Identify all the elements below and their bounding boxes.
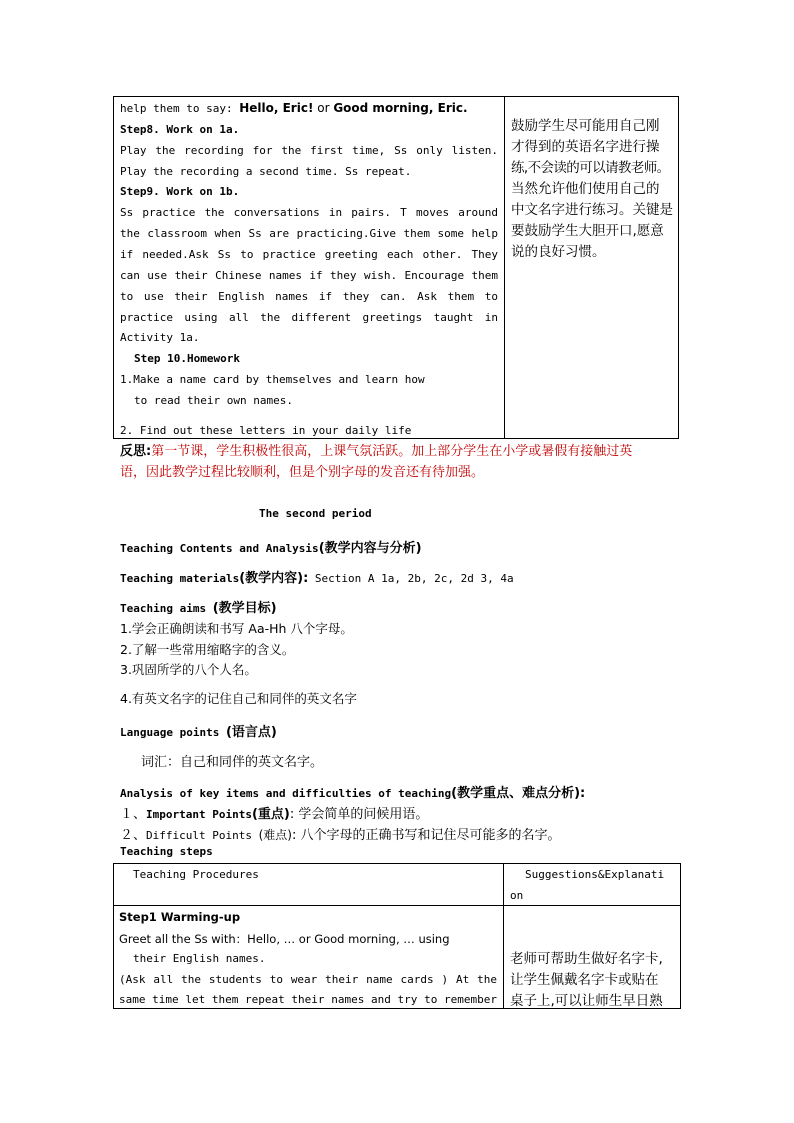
- heading-cn: (重点): [251, 807, 290, 822]
- header-suggestions: Suggestions&Explanati: [525, 868, 665, 881]
- aim-item: 2.了解一些常用缩略字的含义。: [120, 642, 295, 657]
- explanation-line: 才得到的英语名字进行操: [511, 139, 660, 155]
- period-title: The second period: [259, 507, 372, 520]
- steps-heading: Teaching steps: [120, 845, 213, 858]
- heading-en: Analysis of key items and difficulties of teaching: [120, 787, 452, 800]
- reflection-line-1: [120, 444, 680, 460]
- list-number: １、: [120, 807, 147, 822]
- table-line: 2. Find out these letters in your daily life: [120, 424, 412, 437]
- row-divider: [113, 905, 681, 906]
- explanation-line: 当然允许他们使用自己的: [511, 181, 660, 197]
- explanation-line: 说的良好习惯。: [511, 244, 606, 260]
- column-divider: [503, 863, 504, 1009]
- heading-en: Important Points: [146, 808, 252, 821]
- aim-item: 1.学会正确朗读和书写 Aa-Hh 八个字母。: [120, 621, 353, 636]
- step8-heading: Step8. Work on 1a.: [120, 123, 240, 136]
- text: help them to say:: [120, 102, 240, 115]
- important-text: : 学会简单的问候用语。: [289, 807, 429, 822]
- step1-heading: Step1 Warming-up: [119, 910, 241, 924]
- difficult-text: : 八个字母的正确书写和记住尽可能多的名字。: [291, 828, 561, 843]
- aim-item: 4.有英文名字的记住自己和同伴的英文名字: [120, 691, 357, 706]
- reflection-label: 反思:: [120, 444, 152, 459]
- heading-en: Teaching aims: [120, 602, 213, 615]
- explanation-line: 练,不会读的可以请教老师。: [511, 160, 670, 176]
- aim-item: 3.巩固所学的八个人名。: [120, 662, 257, 677]
- explanation-line: 老师可帮助生做好名字卡,: [510, 951, 663, 967]
- column-divider: [504, 97, 505, 438]
- explanation-column: [511, 116, 679, 263]
- difficult-points-line: [120, 824, 561, 843]
- heading-cn: (难点): [258, 828, 292, 842]
- contents-heading: [120, 537, 422, 556]
- language-points-heading: [120, 721, 277, 740]
- explanation-line: 让学生佩戴名字卡或贴在: [510, 972, 659, 988]
- heading-cn: (教学内容与分析): [318, 541, 422, 556]
- list-number: ２、: [120, 828, 147, 843]
- table-line: the classroom when Ss are practicing.Give them some help: [120, 227, 498, 240]
- table-line: 1.Make a name card by themselves and learn how: [120, 373, 425, 386]
- explanation-line: 中文名字进行练习。关键是: [511, 202, 673, 218]
- heading-en: Teaching Contents and Analysis: [120, 542, 319, 555]
- bold-text: Good morning, Eric.: [333, 101, 468, 115]
- header-procedures: Teaching Procedures: [133, 868, 259, 881]
- table-line: Play the recording a second time. Ss repeat.: [120, 165, 412, 178]
- table-line: can use their Chinese names if they wish. Encourage them: [120, 269, 498, 282]
- important-points-line: [120, 803, 428, 822]
- step10-heading: Step 10.Homework: [134, 352, 240, 365]
- table-line: Greet all the Ss with：Hello, … or Good morning, … using: [119, 932, 450, 946]
- table-line: [120, 102, 468, 115]
- table-line: same time let them repeat their names and try to remember: [119, 993, 497, 1006]
- reflection-text: 第一节课，学生积极性很高，上课气氛活跃。加上部分学生在小学或暑假有接触过英: [151, 444, 633, 459]
- heading-cn: (语言点): [225, 725, 277, 740]
- materials-value: Section A 1a, 2b, 2c, 2d 3, 4a: [308, 572, 514, 585]
- text: or: [313, 101, 334, 115]
- heading-cn: (教学目标): [212, 601, 277, 616]
- aims-heading: [120, 597, 277, 616]
- explanation-line: 要鼓励学生大胆开口,愿意: [511, 223, 664, 239]
- heading-en: Difficult Points: [146, 829, 259, 842]
- analysis-heading: [120, 782, 585, 801]
- table-line: their English names.: [133, 952, 266, 965]
- materials-line: [120, 567, 514, 586]
- procedures-table: [113, 863, 681, 1009]
- heading-en: Teaching materials: [120, 572, 240, 585]
- step9-heading: Step9. Work on 1b.: [120, 185, 240, 198]
- explanation-line: 桌子上,可以让师生早日熟: [510, 993, 663, 1009]
- header-suggestions-wrap: on: [510, 889, 524, 902]
- heading-en: Language points: [120, 726, 226, 739]
- heading-cn: (教学重点、难点分析):: [451, 786, 586, 801]
- table-line: practice using all the different greetings taught in: [120, 311, 498, 324]
- table-line: to use their English names if they can. Ask them to: [120, 290, 498, 303]
- reflection-text: 语，因此教学过程比较顺利，但是个别字母的发音还有待加强。: [120, 465, 485, 480]
- explanation-line: 鼓励学生尽可能用自己刚: [511, 118, 660, 134]
- table-line: Play the recording for the first time, Ss only listen.: [120, 144, 498, 157]
- table-line: Ss practice the conversations in pairs. T moves around: [120, 206, 498, 219]
- table-line: if needed.Ask Ss to practice greeting each other. They: [120, 248, 498, 261]
- steps-table: [113, 96, 679, 439]
- bold-text: Hello, Eric!: [239, 101, 314, 115]
- vocab-line: 词汇：自己和同伴的英文名字。: [141, 755, 324, 770]
- heading-cn: (教学内容):: [239, 571, 309, 586]
- table-line: Activity 1a.: [120, 331, 200, 344]
- reflection-line-2: [120, 465, 680, 481]
- table-line: (Ask all the students to wear their name cards ) At the: [119, 973, 497, 986]
- table-line: to read their own names.: [134, 394, 293, 407]
